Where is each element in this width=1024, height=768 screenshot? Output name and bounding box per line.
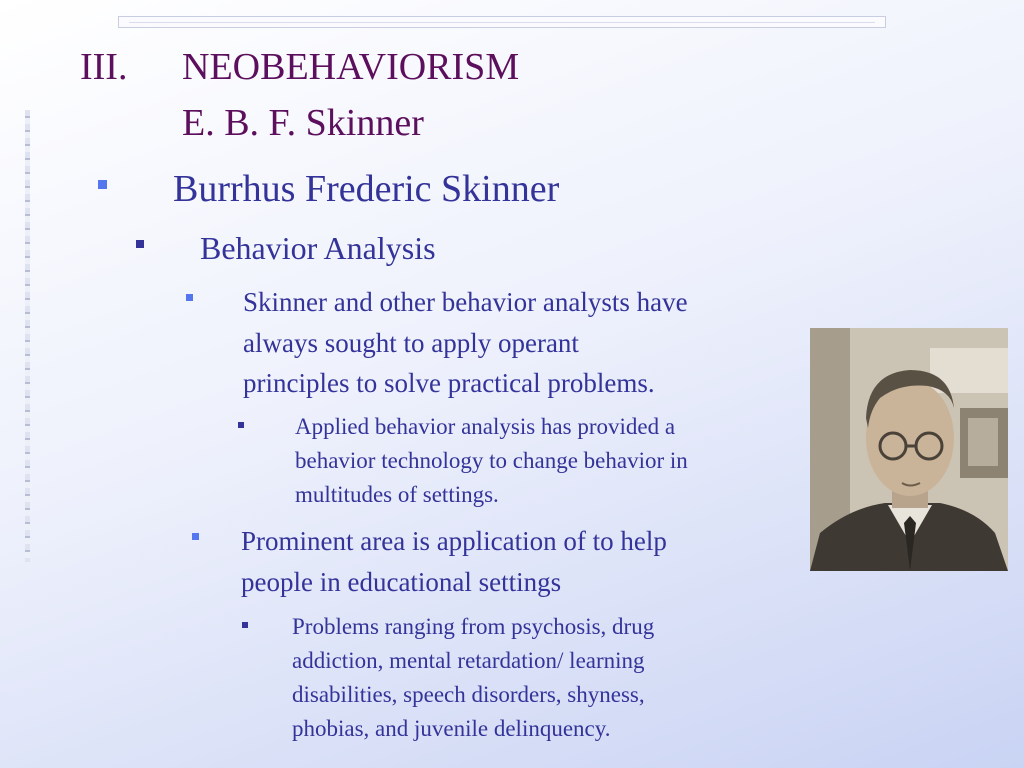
bullet-level1-text: Burrhus Frederic Skinner <box>173 168 560 210</box>
title-number: III. <box>80 46 128 88</box>
portrait-icon <box>810 328 1008 571</box>
top-decorative-rule <box>118 16 886 28</box>
text-line: Applied behavior analysis has provided a <box>295 414 676 439</box>
square-bullet-icon <box>98 180 107 189</box>
square-bullet-icon <box>242 622 248 628</box>
text-line: phobias, and juvenile delinquency. <box>292 716 611 741</box>
title-main: NEOBEHAVIORISM <box>182 46 520 88</box>
bullet-point-a-sub-text <box>295 410 688 512</box>
text-line: principles to solve practical problems. <box>243 368 655 398</box>
text-line: Skinner and other behavior analysts have <box>243 287 688 317</box>
bullet-point-a-text <box>243 282 688 404</box>
square-bullet-icon <box>238 422 244 428</box>
square-bullet-icon <box>192 533 199 540</box>
text-line: disabilities, speech disorders, shyness, <box>292 682 645 707</box>
title-subtitle: E. B. F. Skinner <box>182 102 424 144</box>
bullet-point-b-sub-text <box>292 610 654 746</box>
bullet-point-b-text <box>241 521 667 602</box>
text-line: addiction, mental retardation/ learning <box>292 648 645 673</box>
left-decorative-rule <box>25 110 30 562</box>
text-line: always sought to apply operant <box>243 327 579 358</box>
text-line: people in educational settings <box>241 566 562 597</box>
square-bullet-icon <box>136 240 144 248</box>
square-bullet-icon <box>186 294 193 301</box>
bullet-level2-text: Behavior Analysis <box>200 230 436 266</box>
text-line: Problems ranging from psychosis, drug <box>292 614 655 639</box>
text-line: behavior technology to change behavior in <box>295 448 688 473</box>
skinner-portrait-photo <box>810 328 1008 571</box>
top-rule-line <box>129 22 875 23</box>
text-line: multitudes of settings. <box>295 482 499 507</box>
text-line: Prominent area is application of to help <box>241 526 667 556</box>
